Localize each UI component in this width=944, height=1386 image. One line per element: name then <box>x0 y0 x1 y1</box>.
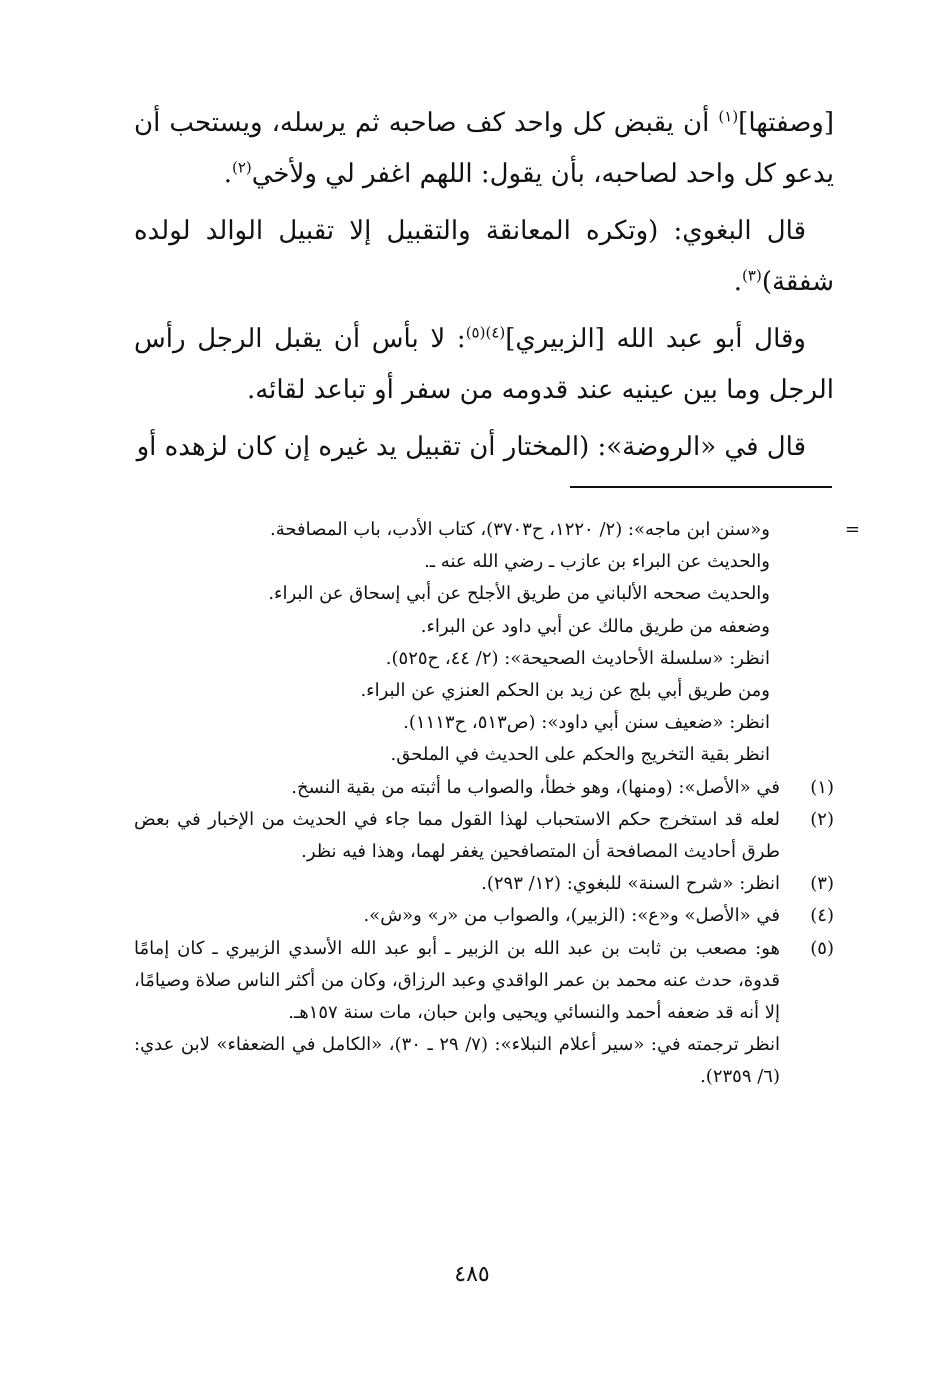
paragraph-4 <box>134 422 834 473</box>
footnote-5 <box>134 933 834 1030</box>
footnote-text: في «الأصل» و«ع»: (الزبير)، والصواب من «ر» و«ش». <box>363 905 780 927</box>
continued-line: وضعفه من طريق مالك عن أبي داود عن البراء. <box>420 615 770 637</box>
continued-line: و«سنن ابن ماجه»: (٢/ ١٢٢٠، ح٣٧٠٣)، كتاب الأدب، باب المصافحة. <box>270 519 770 540</box>
continued-line: والحديث صححه الألباني من طريق الأجلح عن أبي إسحاق عن البراء. <box>268 583 770 605</box>
footnote-number: (٣) <box>810 873 834 895</box>
paragraph-2-text-a: قال البغوي: (وتكره المعانقة والتقبيل إلا تقبيل الوالد لولده شفقة) <box>134 216 834 297</box>
footnote-ref-3: (٣) <box>742 266 762 285</box>
continued-line: انظر: «ضعيف سنن أبي داود»: (ص٥١٣، ح١١١٣). <box>403 712 770 734</box>
footnote-ref-4-5: (٤)(٥) <box>465 323 506 342</box>
paragraph-1-text-a: [وصفتها] <box>738 108 834 138</box>
paragraph-3-text-a: وقال أبو عبد الله [الزبيري] <box>505 324 806 354</box>
footnote-number: (٥) <box>810 937 834 959</box>
continued-line: والحديث عن البراء بن عازب ـ رضي الله عنه ـ. <box>424 551 770 573</box>
page-number: ٤٨٥ <box>454 1262 490 1287</box>
footnote-2 <box>134 804 834 868</box>
footnote-3 <box>134 868 834 900</box>
paragraph-3 <box>134 314 834 416</box>
footnote-text: انظر ترجمته في: «سير أعلام النبلاء»: (٧/ ٢٩ ـ ٣٠)، «الكامل في الضعفاء» لابن عدي: (٦/ ٢٣٥٩). <box>134 1034 780 1088</box>
continued-line: انظر: «سلسلة الأحاديث الصحيحة»: (٢/ ٤٤، ح٥٢٥). <box>385 647 770 669</box>
footnotes <box>134 514 860 1094</box>
paragraph-1 <box>134 98 834 200</box>
continued-footnote <box>134 514 860 772</box>
footnote-number: (١) <box>810 776 834 798</box>
paragraph-1-text-b: أن يقبض كل واحد كف صاحبه ثم يرسله، ويستحب أن يدعو كل واحد لصاحبه، بأن يقول: اللهم اغفر لي ولأخي <box>134 108 834 189</box>
footnote-text: لعله قد استخرج حكم الاستحباب لهذا القول مما جاء في الحديث من الإخبار في بعض طرق أحاديث المصافحة أن المتصافحين يغفر لهما، وهذا فيه نظر. <box>134 808 780 863</box>
footnote-ref-1: (١) <box>718 107 739 126</box>
footnote-ref-2: (٢) <box>231 158 252 177</box>
footnote-4 <box>134 900 834 932</box>
footnote-text: انظر: «شرح السنة» للبغوي: (١٢/ ٢٩٣). <box>481 873 780 895</box>
main-text <box>134 98 834 479</box>
paragraph-1-text-c: . <box>223 159 232 189</box>
footnote-number: (٤) <box>810 905 834 927</box>
paragraph-3-text-b: : لا بأس أن يقبل الرجل رأس الرجل وما بين عينيه عند قدومه من سفر أو تباعد لقائه. <box>134 324 834 405</box>
continuation-marker: = <box>844 519 860 540</box>
footnote-number: (٢) <box>810 808 834 830</box>
footnote-text: في «الأصل»: (ومنها)، وهو خطأ، والصواب ما أثبته من بقية النسخ. <box>291 776 780 798</box>
paragraph-2 <box>134 206 834 308</box>
footnote-5-continued <box>134 1029 834 1093</box>
footnote-separator <box>570 486 832 488</box>
footnote-text: هو: مصعب بن ثابت بن عبد الله بن الزبير ـ أبو عبد الله الأسدي الزبيري ـ كان إمامًا قدوة، حدث عنه محمد بن عمر الواقدي وعبد الرزاق، وكان من أكثر الناس صلاة وصيامًا، إلا أنه قد ضعفه أحمد والنسائي ويحيى وابن حبان، مات سنة ١٥٧هـ. <box>134 937 780 1024</box>
continued-line: انظر بقية التخريج والحكم على الحديث في الملحق. <box>390 744 770 766</box>
paragraph-4-text: قال في «الروضة»: (المختار أن تقبيل يد غيره إن كان لزهده أو <box>136 432 806 462</box>
paragraph-2-text-c: . <box>733 267 743 297</box>
footnote-1 <box>134 772 834 804</box>
continued-line: ومن طريق أبي بلج عن زيد بن الحكم العنزي عن البراء. <box>360 680 770 702</box>
